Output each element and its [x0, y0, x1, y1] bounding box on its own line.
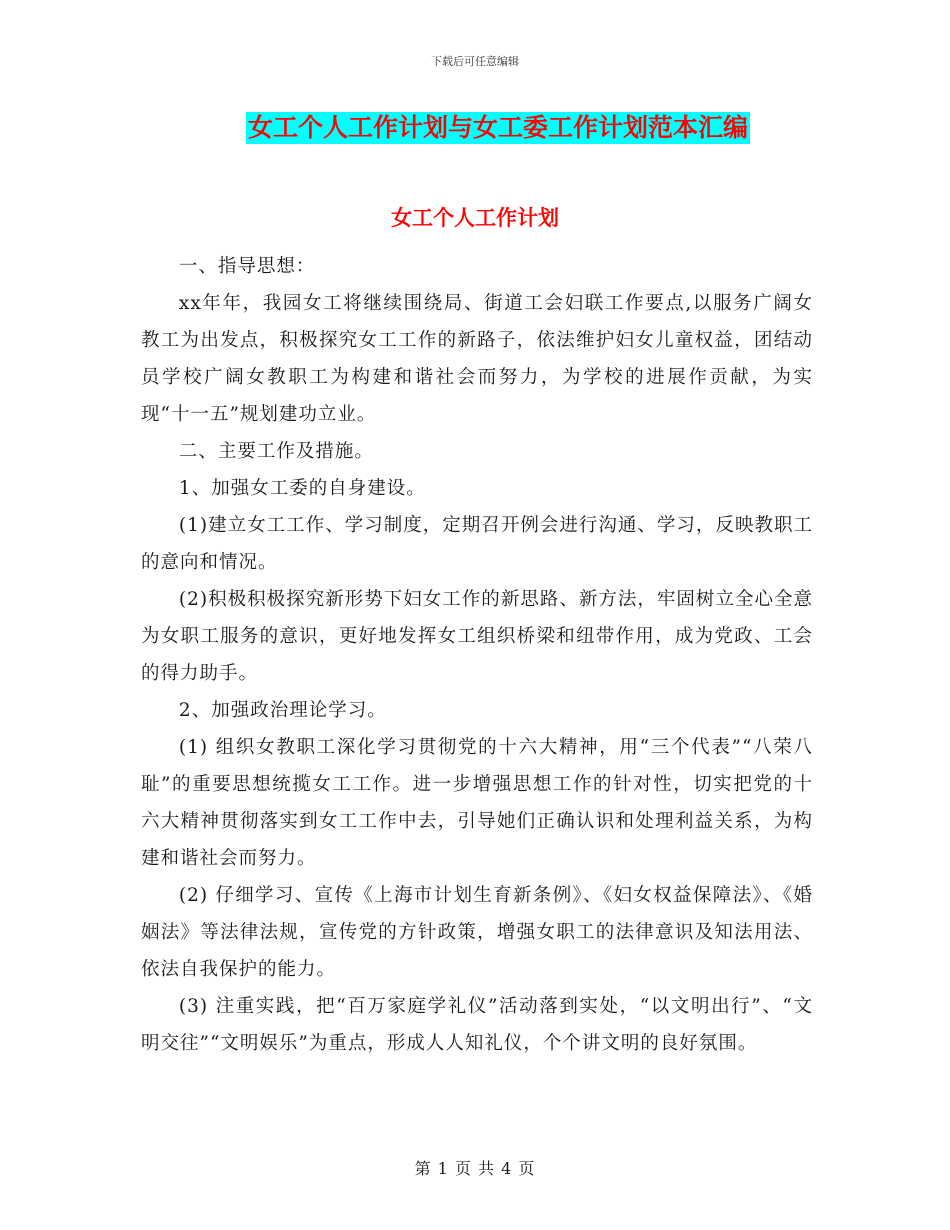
- paragraph: (3) 注重实践，把“百万家庭学礼仪”活动落到实处，“以文明出行”、“文明交往”“文明娱乐”为重点，形成人人知礼仪，个个讲文明的良好氛围。: [141, 996, 813, 1054]
- page-number: 第 1 页 共 4 页: [414, 1159, 536, 1178]
- paragraph-heading-main-work: 二、主要工作及措施。: [178, 441, 374, 462]
- document-title-container: [0, 112, 950, 144]
- paragraph: (1)建立女工工作、学习制度，定期召开例会进行沟通、学习，反映教职工的意向和情况。: [141, 515, 813, 573]
- paragraph: xx年年，我园女工将继续围绕局、街道工会妇联工作要点,以服务广阔女教工为出发点，积极探究女工工作的新路子，依法维护妇女儿童权益，团结动员学校广阔女教职工为构建和谐社会而努力，为学校的进展作贡献，为实现“十一五”规划建功立业。: [141, 293, 813, 425]
- section-title: 女工个人工作计划: [391, 206, 559, 230]
- paragraph-subheading: 1、加强女工委的自身建设。: [178, 478, 426, 499]
- paragraph-subheading: 2、加强政治理论学习。: [178, 700, 387, 721]
- paragraph: (2) 仔细学习、宣传《上海市计划生育新条例》、《妇女权益保障法》、《婚姻法》等法律法规，宣传党的方针政策，增强女职工的法律意识及知法用法、依法自我保护的能力。: [141, 885, 813, 980]
- paragraph-heading-guiding-ideology: 一、指导思想：: [178, 256, 316, 277]
- paragraph: (1) 组织女教职工深化学习贯彻党的十六大精神，用“三个代表”“八荣八耻”的重要思想统揽女工工作。进一步增强思想工作的针对性，切实把党的十六大精神贯彻落实到女工工作中去，引导她们正确认识和处理利益关系，为构建和谐社会而努力。: [141, 737, 813, 869]
- document-title: 女工个人工作计划与女工委工作计划范本汇编: [247, 113, 748, 142]
- document-body: [141, 248, 813, 1062]
- paragraph: (2)积极积极探究新形势下妇女工作的新思路、新方法，牢固树立全心全意为女职工服务的意识，更好地发挥女工组织桥梁和纽带作用，成为党政、工会的得力助手。: [141, 589, 813, 684]
- page-header-note: 下载后可任意编辑: [431, 55, 519, 68]
